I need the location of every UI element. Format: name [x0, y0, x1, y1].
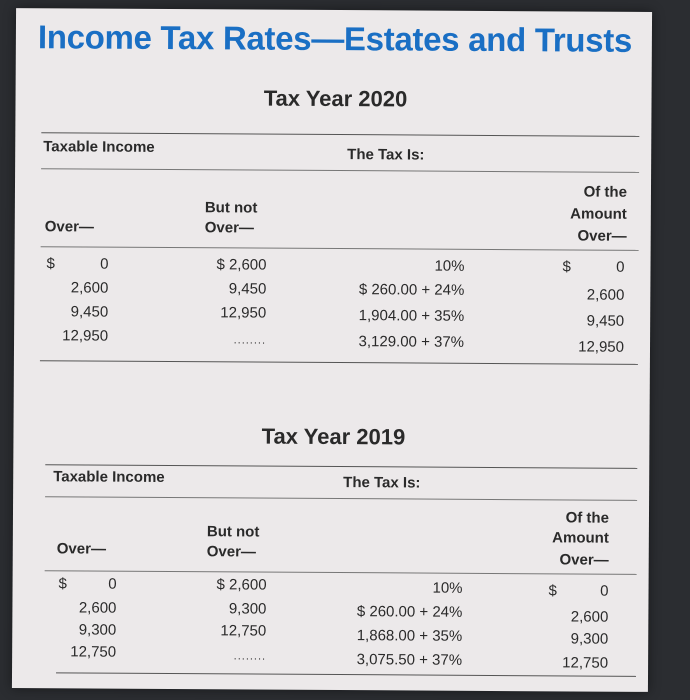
but-not-over-value: ........ — [233, 650, 267, 663]
col-header-over: Over— — [44, 218, 95, 236]
amount-currency-symbol: $ — [548, 582, 557, 600]
amount-over-value: 2,600 — [570, 608, 609, 626]
over-currency-symbol: $ — [46, 255, 55, 273]
divider — [41, 168, 639, 173]
amount-currency-symbol: $ — [562, 258, 571, 276]
over-value: 9,450 — [70, 303, 109, 321]
tax-is-header: The Tax Is: — [347, 146, 425, 164]
tax-value: 1,868.00 + 35% — [356, 627, 463, 645]
taxable-income-header: Taxable Income — [53, 468, 165, 486]
over-value: 2,600 — [78, 599, 117, 617]
but-not-over-value: 12,950 — [220, 304, 267, 322]
amount-over-value: 12,750 — [562, 654, 609, 672]
col-header-amount-line1: Of the — [565, 509, 610, 527]
tax-value: 3,075.50 + 37% — [356, 651, 463, 669]
tax-value: 1,904.00 + 35% — [358, 307, 465, 325]
page-title: Income Tax Rates—Estates and Trusts — [37, 18, 633, 59]
but-not-over-value: $ 2,600 — [216, 256, 267, 274]
but-not-over-value: ........ — [233, 334, 267, 347]
document-page — [12, 8, 652, 692]
tax-is-header: The Tax Is: — [343, 474, 421, 492]
col-header-amount-line3: Over— — [577, 227, 627, 245]
table-year-heading: Tax Year 2019 — [261, 423, 406, 450]
divider — [41, 246, 639, 251]
over-value: 12,950 — [62, 327, 109, 345]
table-year-heading: Tax Year 2020 — [263, 85, 408, 112]
col-header-but-not-line1: But not — [204, 199, 258, 217]
but-not-over-value: 9,450 — [228, 280, 267, 298]
over-value: 2,600 — [70, 279, 109, 297]
over-value: 12,750 — [70, 643, 117, 661]
over-value: 0 — [100, 255, 109, 273]
col-header-but-not-line2: Over— — [204, 219, 254, 237]
but-not-over-value: 9,300 — [228, 600, 267, 618]
tax-value: $ 260.00 + 24% — [358, 281, 465, 299]
taxable-income-header: Taxable Income — [43, 138, 155, 156]
col-header-but-not-line2: Over— — [206, 543, 257, 561]
amount-over-value: 0 — [600, 582, 609, 600]
over-value: 9,300 — [78, 621, 117, 639]
divider — [45, 496, 637, 501]
over-currency-symbol: $ — [58, 575, 67, 593]
amount-over-value: 2,600 — [586, 286, 625, 304]
amount-over-value: 9,450 — [586, 312, 625, 330]
col-header-amount-line1: Of the — [583, 183, 628, 201]
over-value: 0 — [108, 575, 117, 593]
amount-over-value: 12,950 — [578, 338, 625, 356]
col-header-amount-line2: Amount — [552, 529, 609, 547]
col-header-amount-line3: Over— — [559, 551, 609, 569]
tax-value: $ 260.00 + 24% — [356, 603, 463, 621]
col-header-but-not-line1: But not — [206, 523, 260, 541]
tax-value: 10% — [432, 579, 463, 597]
tax-value: 10% — [434, 257, 465, 275]
but-not-over-value: 12,750 — [220, 622, 267, 640]
amount-over-value: 0 — [616, 258, 625, 276]
divider — [41, 132, 639, 137]
divider — [40, 360, 638, 365]
col-header-amount-line2: Amount — [570, 205, 627, 223]
col-header-over: Over— — [56, 540, 107, 558]
tax-value: 3,129.00 + 37% — [358, 333, 465, 351]
amount-over-value: 9,300 — [570, 630, 609, 648]
divider — [45, 570, 637, 575]
but-not-over-value: $ 2,600 — [216, 576, 267, 594]
